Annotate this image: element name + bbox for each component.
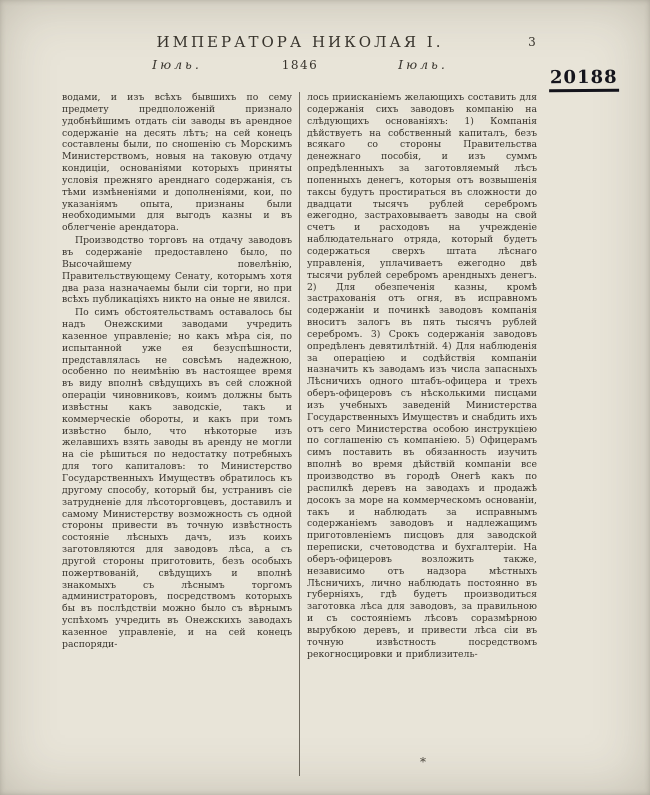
paragraph: По симъ обстоятельствамъ оставалось бы надъ Онежскими заводами учредить казенное управленіе; но какъ мѣра сія, по испытанной уже ея безуспѣшности, представлялась не совсѣмъ надежною, особенно по неимѣнію въ настоящее время въ виду вполнѣ свѣдущихъ въ сей сложной операціи чиновниковъ, коимъ должны быть извѣстны какъ заводскіе, такъ и коммерческіе обороты, и какъ при томъ извѣстно было, что нѣкоторые изъ желавшихъ взять заводы въ аренду не могли на сіе рѣшиться по недостатку потребныхъ для того капиталовъ: то Министерство Государственныхъ Имуществъ обратилось къ другому способу, который бы, устранивъ сіе затрудненіе для лѣсоторговцевъ, доставилъ и самому Министерству возможность съ одной стороны привести въ точную извѣстность состояніе лѣсныхъ дачъ, изъ коихъ заготовляются для заводовъ лѣса, а съ другой стороны приготовить, безъ особыхъ пожертвованій, свѣдущихъ и вполнѣ знакомыхъ съ лѣснымъ торгомъ администраторовъ, посредствомъ которыхъ бы въ послѣдствіи можно было съ вѣрнымъ успѣхомъ учредить въ Онежскихъ заводахъ казенное управленіе, и на сей конецъ распоряди- <box>62 307 292 650</box>
page-title: ИМПЕРАТОРА НИКОЛАЯ I. <box>156 33 444 51</box>
stamp-number: 20188 <box>549 67 619 93</box>
paragraph: водами, и изъ всѣхъ бывшихъ по сему предмету предположеній признало удобнѣйшимъ отдать сіи заводы въ арендное содержаніе на десять лѣтъ; на сей конецъ составлены были, по сношенію съ Морскимъ Министерствомъ, новыя на таковую отдачу кондиціи, основаніями которыхъ приняты условія прежняго аренднаго содержанія, съ тѣми измѣненіями и дополненіями, кои, по указаніямъ опыта, признаны были необходимыми для выгодъ казны и въ облегченіе арендатора. <box>62 92 292 234</box>
text-columns <box>62 92 538 776</box>
column-divider <box>299 92 300 776</box>
month-label-right: Іюль. <box>398 57 448 72</box>
left-column <box>62 92 292 776</box>
right-column <box>307 92 537 776</box>
paragraph: лось приисканіемъ желающихъ составить для содержанія сихъ заводовъ компанію на слѣдующихъ основаніяхъ: 1) Компанія дѣйствуетъ на собственный капиталъ, безъ всякаго со стороны Правительства денежнаго пособія, и изъ суммъ опредѣленныхъ за заготовляемый лѣсъ попенныхъ денегъ, которыя отъ возвышенія таксы будутъ простираться въ сложности до двадцати тысячъ рублей серебромъ ежегодно, застраховываетъ заводы на свой счетъ и расходовъ на учрежденіе наблюдательнаго отряда, который будетъ содержаться сверхъ штата лѣснаго управленія, уплачиваетъ ежегодно двѣ тысячи рублей серебромъ арендныхъ денегъ. 2) Для обезпеченія казны, кромѣ застрахованія отъ огня, въ исправномъ содержаніи и починкѣ заводовъ компанія вноситъ залогъ въ пять тысячъ рублей серебромъ. 3) Срокъ содержанія заводовъ опредѣленъ девятилѣтній. 4) Для наблюденія за операціею и содѣйствія компаніи назначить къ заводамъ изъ числа запасныхъ Лѣсничихъ одного штабъ-офицера и трехъ оберъ-офицеровъ съ нѣсколькими писцами изъ учебныхъ заведеній Министерства Государственныхъ Имуществъ и снабдить ихъ отъ сего Министерства особою инструкціею по соглашенію съ компаніею. 5) Офицерамъ симъ поставить въ обязанность изучить вполнѣ во время дѣйствій компаніи все производство въ городѣ Онегѣ какъ по распилкѣ деревъ на заводахъ и продажѣ досокъ за море на коммерческомъ основаніи, такъ и наблюдать за исправнымъ содержаніемъ заводовъ и надлежащимъ приготовленіемъ писцовъ для заводской переписки, счетоводства и бухгалтеріи. На оберъ-офицеровъ возложить также, независимо отъ надзора мѣстныхъ Лѣсничихъ, лично наблюдать постоянно въ губерніяхъ, гдѣ будетъ производиться заготовка лѣса для заводовъ, за правильною и съ состояніемъ лѣсовъ соразмѣрною вырубкою деревъ, и привести лѣса сіи въ точную извѣстность посредствомъ рекогносцировки и приблизитель- <box>307 92 537 660</box>
footer-mark: * <box>420 755 426 769</box>
page-number: 3 <box>528 35 536 49</box>
year-label: 1846 <box>281 58 319 72</box>
month-label-left: Іюль. <box>152 57 202 72</box>
paragraph: Производство торговъ на отдачу заводовъ въ содержаніе предоставлено было, по Высочайшему повелѣнію, Правительствующему Сенату, которымъ хотя два раза назначаемы были сіи торги, но при всѣхъ публикаціяхъ никто на оные не явился. <box>62 235 292 306</box>
